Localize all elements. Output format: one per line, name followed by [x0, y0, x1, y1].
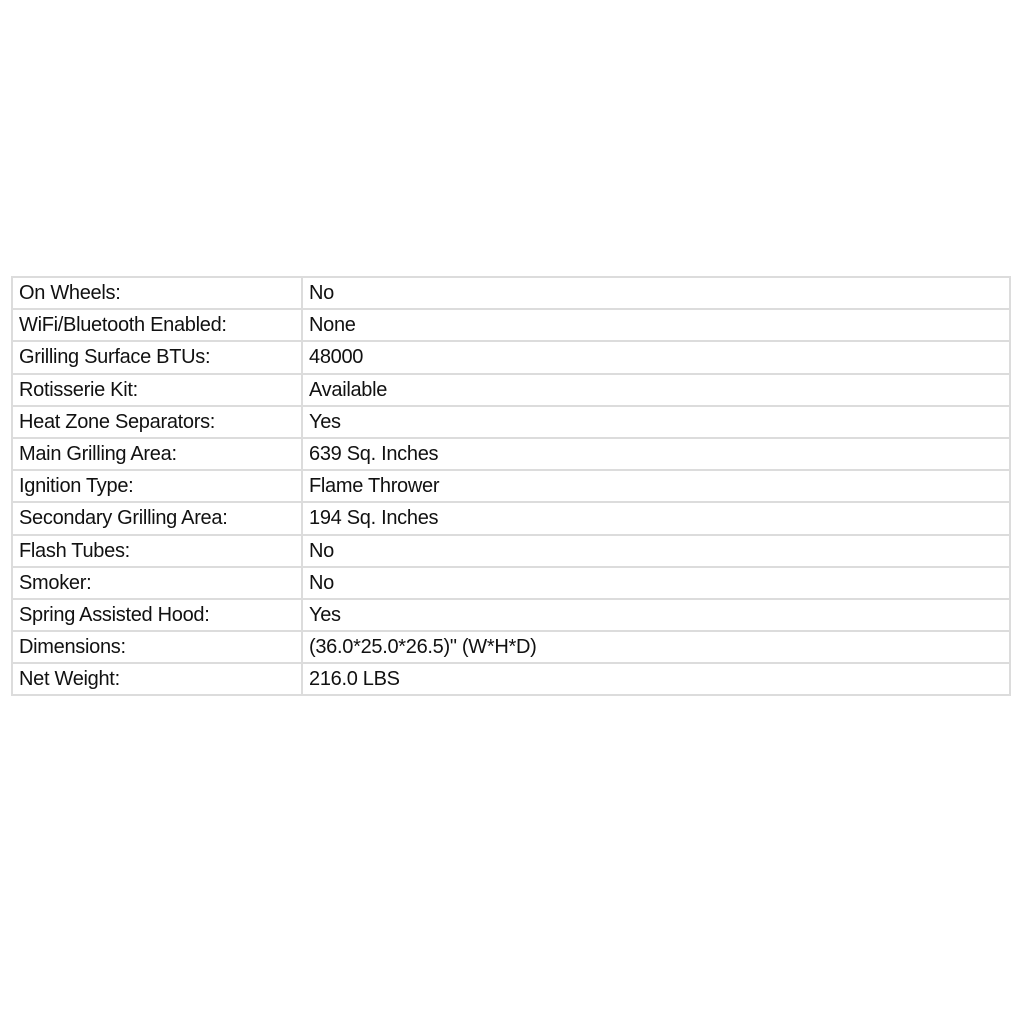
table-row	[12, 438, 1010, 470]
table-row	[12, 535, 1010, 567]
table-row	[12, 599, 1010, 631]
spec-label: Net Weight:	[12, 663, 302, 695]
table-row	[12, 502, 1010, 534]
table-row	[12, 631, 1010, 663]
spec-value: 216.0 LBS	[302, 663, 1010, 695]
table-row	[12, 470, 1010, 502]
spec-value: Available	[302, 374, 1010, 406]
table-row	[12, 374, 1010, 406]
spec-label: Heat Zone Separators:	[12, 406, 302, 438]
spec-label: Spring Assisted Hood:	[12, 599, 302, 631]
spec-label: Flash Tubes:	[12, 535, 302, 567]
spec-value: (36.0*25.0*26.5)" (W*H*D)	[302, 631, 1010, 663]
spec-value: No	[302, 567, 1010, 599]
spec-value: Yes	[302, 599, 1010, 631]
spec-value: Flame Thrower	[302, 470, 1010, 502]
spec-label: Smoker:	[12, 567, 302, 599]
spec-value: 639 Sq. Inches	[302, 438, 1010, 470]
spec-table-body	[12, 277, 1010, 695]
spec-label: Dimensions:	[12, 631, 302, 663]
spec-value: 194 Sq. Inches	[302, 502, 1010, 534]
spec-label: Grilling Surface BTUs:	[12, 341, 302, 373]
spec-label: Main Grilling Area:	[12, 438, 302, 470]
table-row	[12, 309, 1010, 341]
spec-value: Yes	[302, 406, 1010, 438]
spec-value: No	[302, 277, 1010, 309]
spec-label: Ignition Type:	[12, 470, 302, 502]
spec-label: On Wheels:	[12, 277, 302, 309]
spec-value: 48000	[302, 341, 1010, 373]
spec-label: Rotisserie Kit:	[12, 374, 302, 406]
spec-label: Secondary Grilling Area:	[12, 502, 302, 534]
spec-value: None	[302, 309, 1010, 341]
spec-value: No	[302, 535, 1010, 567]
table-row	[12, 406, 1010, 438]
spec-table	[11, 276, 1011, 696]
table-row	[12, 341, 1010, 373]
table-row	[12, 567, 1010, 599]
table-row	[12, 277, 1010, 309]
spec-label: WiFi/Bluetooth Enabled:	[12, 309, 302, 341]
table-row	[12, 663, 1010, 695]
